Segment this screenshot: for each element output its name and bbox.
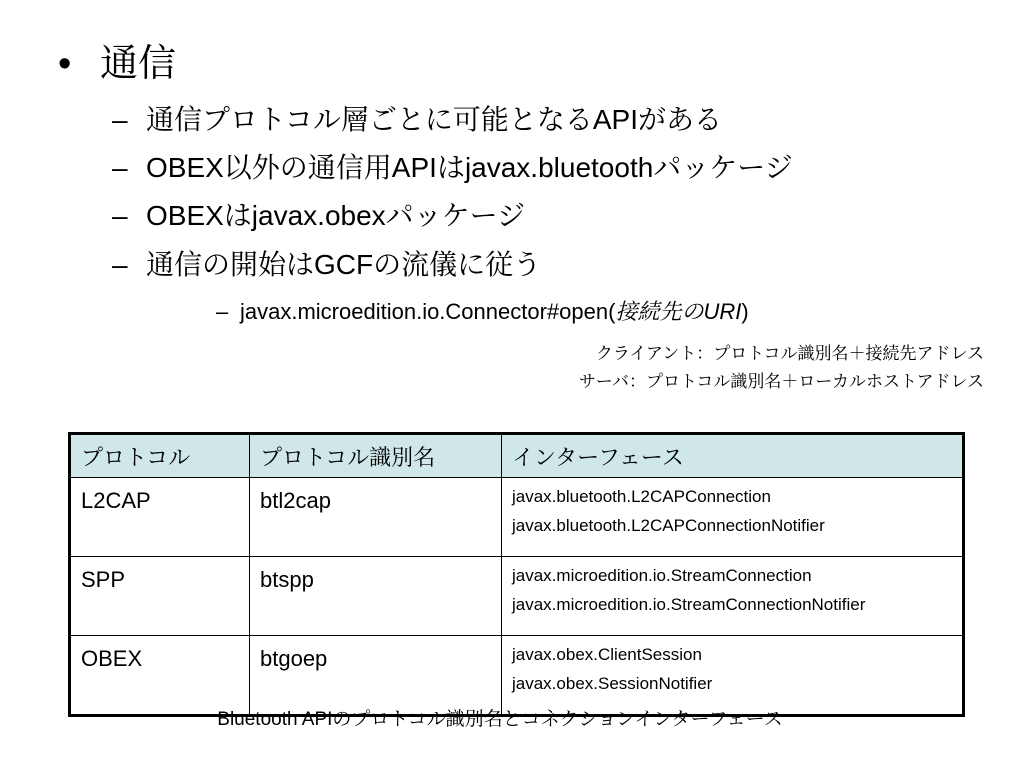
table-header-row	[70, 434, 964, 478]
header-interface: インターフェース	[502, 434, 964, 478]
sub-item	[112, 148, 793, 188]
nested-sub-item	[216, 296, 749, 328]
sub-item-text: OBEX以外の通信用APIはjavax.bluetoothパッケージ	[146, 152, 793, 183]
dash-icon: –	[216, 299, 229, 324]
nested-item-suffix: )	[741, 299, 749, 324]
table-caption: Bluetooth APIのプロトコル識別名とコネクションインターフェース	[217, 709, 783, 730]
dash-icon: –	[112, 200, 128, 231]
dash-icon: –	[112, 104, 128, 135]
cell-interfaces	[502, 478, 964, 557]
protocol-table	[68, 432, 965, 717]
interface-name: javax.microedition.io.StreamConnection	[512, 566, 812, 585]
dash-icon: –	[112, 152, 128, 183]
sub-item-text: 通信プロトコル層ごとに可能となるAPIがある	[146, 104, 723, 135]
note-client: クライアント：プロトコル識別名＋接続先アドレス	[595, 344, 984, 363]
header-identifier: プロトコル識別名	[250, 434, 502, 478]
sub-item	[112, 100, 722, 140]
cell-identifier: btl2cap	[250, 478, 502, 557]
slide-heading: 通信	[100, 43, 177, 85]
interface-name: javax.microedition.io.StreamConnectionNotifier	[512, 595, 866, 614]
cell-protocol: SPP	[70, 557, 250, 636]
note-server: サーバ：プロトコル識別名＋ローカルホストアドレス	[578, 372, 984, 391]
bullet-icon: •	[58, 43, 72, 85]
table-row	[70, 636, 964, 716]
table-row	[70, 478, 964, 557]
cell-interfaces	[502, 636, 964, 716]
sub-item	[112, 196, 525, 236]
interface-name: javax.bluetooth.L2CAPConnection	[512, 487, 771, 506]
cell-identifier: btspp	[250, 557, 502, 636]
sub-item-text: OBEXはjavax.obexパッケージ	[146, 200, 526, 231]
table-row	[70, 557, 964, 636]
interface-name: javax.bluetooth.L2CAPConnectionNotifier	[512, 516, 825, 535]
nested-item-italic: 接続先のURI	[615, 299, 742, 324]
cell-protocol: L2CAP	[70, 478, 250, 557]
interface-name: javax.obex.SessionNotifier	[512, 674, 713, 693]
dash-icon: –	[112, 249, 128, 280]
cell-interfaces	[502, 557, 964, 636]
interface-name: javax.obex.ClientSession	[512, 645, 702, 664]
nested-item-prefix: javax.microedition.io.Connector#open(	[240, 299, 616, 324]
header-protocol: プロトコル	[70, 434, 250, 478]
sub-item	[112, 245, 541, 285]
cell-identifier: btgoep	[250, 636, 502, 716]
cell-protocol: OBEX	[70, 636, 250, 716]
sub-item-text: 通信の開始はGCFの流儀に従う	[146, 249, 542, 280]
